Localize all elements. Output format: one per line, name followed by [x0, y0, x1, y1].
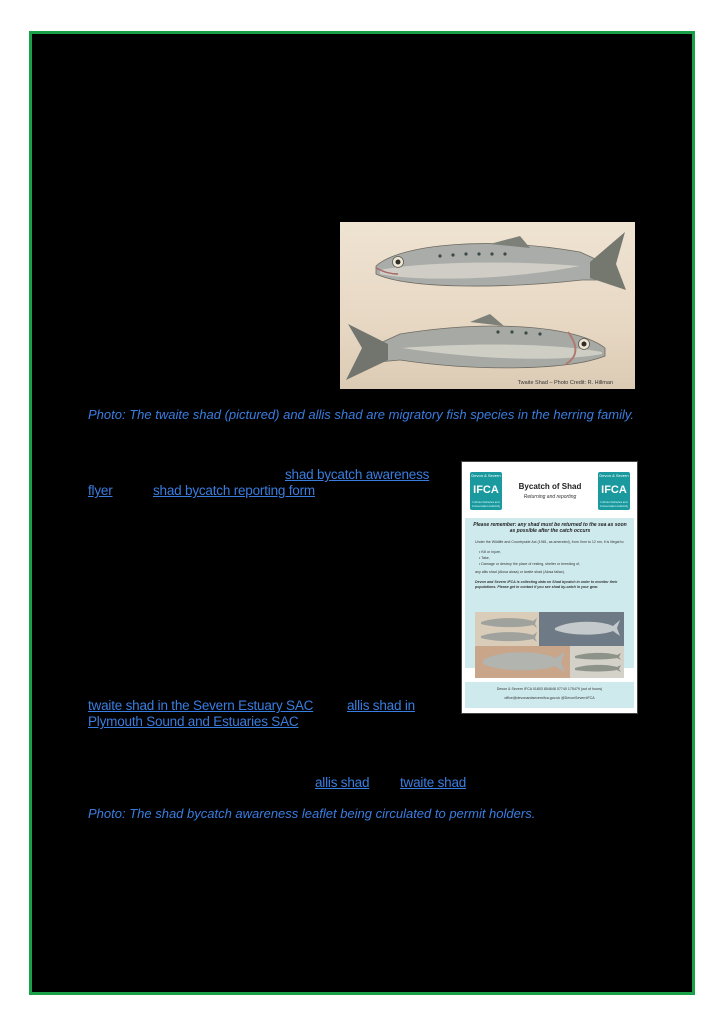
fish-illustration [340, 222, 635, 389]
leaflet-collecting: Devon and Severn IFCA is collecting data on Shad bycatch in order to monitor their populations. Please get in contact if you see shad by-catch in your gear. [475, 580, 618, 589]
leaflet-contact-email: office@devonandsevernifca.gov.uk @DevonSevernIFCA [504, 696, 595, 700]
leaflet-photo-grid [475, 612, 624, 678]
ifca-logo-right: Devon & Severn IFCA Inshore Fisheries and Conservation Authority [599, 473, 629, 508]
link-plymouth-sound-sac[interactable]: Plymouth Sound and Estuaries SAC [88, 714, 299, 729]
leaflet-law-item-1: • Kill or injure, [479, 550, 502, 554]
photo-credit: Twaite Shad – Photo Credit: R. Hillman [517, 380, 613, 386]
leaflet-law-item-3: • Damage or destroy the place of resting, shelter or breeding of, [479, 562, 581, 566]
photo-caption-fish: Photo: The twaite shad (pictured) and allis shad are migratory fish species in the herring family. [88, 407, 635, 422]
leaflet-law-tail: any allis shad (Alosa alosa) or twaite shad (Alosa fallax). [475, 570, 565, 574]
leaflet-remember: Please remember: any shad must be returned to the sea as soon as possible after the catch occurs [473, 522, 627, 534]
link-allis-shad[interactable]: allis shad [315, 775, 370, 790]
leaflet-footer [465, 682, 634, 708]
link-shad-bycatch-reporting-form[interactable]: shad bycatch reporting form [153, 483, 315, 498]
link-twaite-shad[interactable]: twaite shad [400, 775, 467, 790]
leaflet-law-intro: Under the Wildlife and Countryside Act (1981, as amended), from 0nm to 12 nm, it is illegal to: [475, 540, 625, 544]
photo-caption-leaflet: Photo: The shad bycatch awareness leaflet being circulated to permit holders. [88, 806, 536, 821]
upper-fish [376, 232, 626, 290]
lower-fish [346, 314, 605, 380]
shad-bycatch-leaflet [461, 461, 638, 714]
link-shad-bycatch-awareness[interactable]: shad bycatch awareness [285, 467, 430, 482]
leaflet-contact-phone: Devon & Severn IFCA 01803 854648 07740 175479 (out of hours) [496, 687, 603, 691]
leaflet-subtitle: Returning and reporting [523, 494, 577, 500]
leaflet-title: Bycatch of Shad [518, 482, 582, 491]
link-twaite-shad-severn-sac[interactable]: twaite shad in the Severn Estuary SAC [88, 698, 314, 713]
link-awareness-flyer[interactable]: flyer [88, 483, 113, 498]
twaite-shad-photo [340, 222, 635, 389]
leaflet-law-item-2: • Take, [479, 556, 490, 560]
link-allis-shad-in[interactable]: allis shad in [347, 698, 415, 713]
leaflet-header [464, 464, 635, 518]
ifca-logo-left: Devon & Severn IFCA Inshore Fisheries and Conservation Authority [471, 473, 501, 508]
